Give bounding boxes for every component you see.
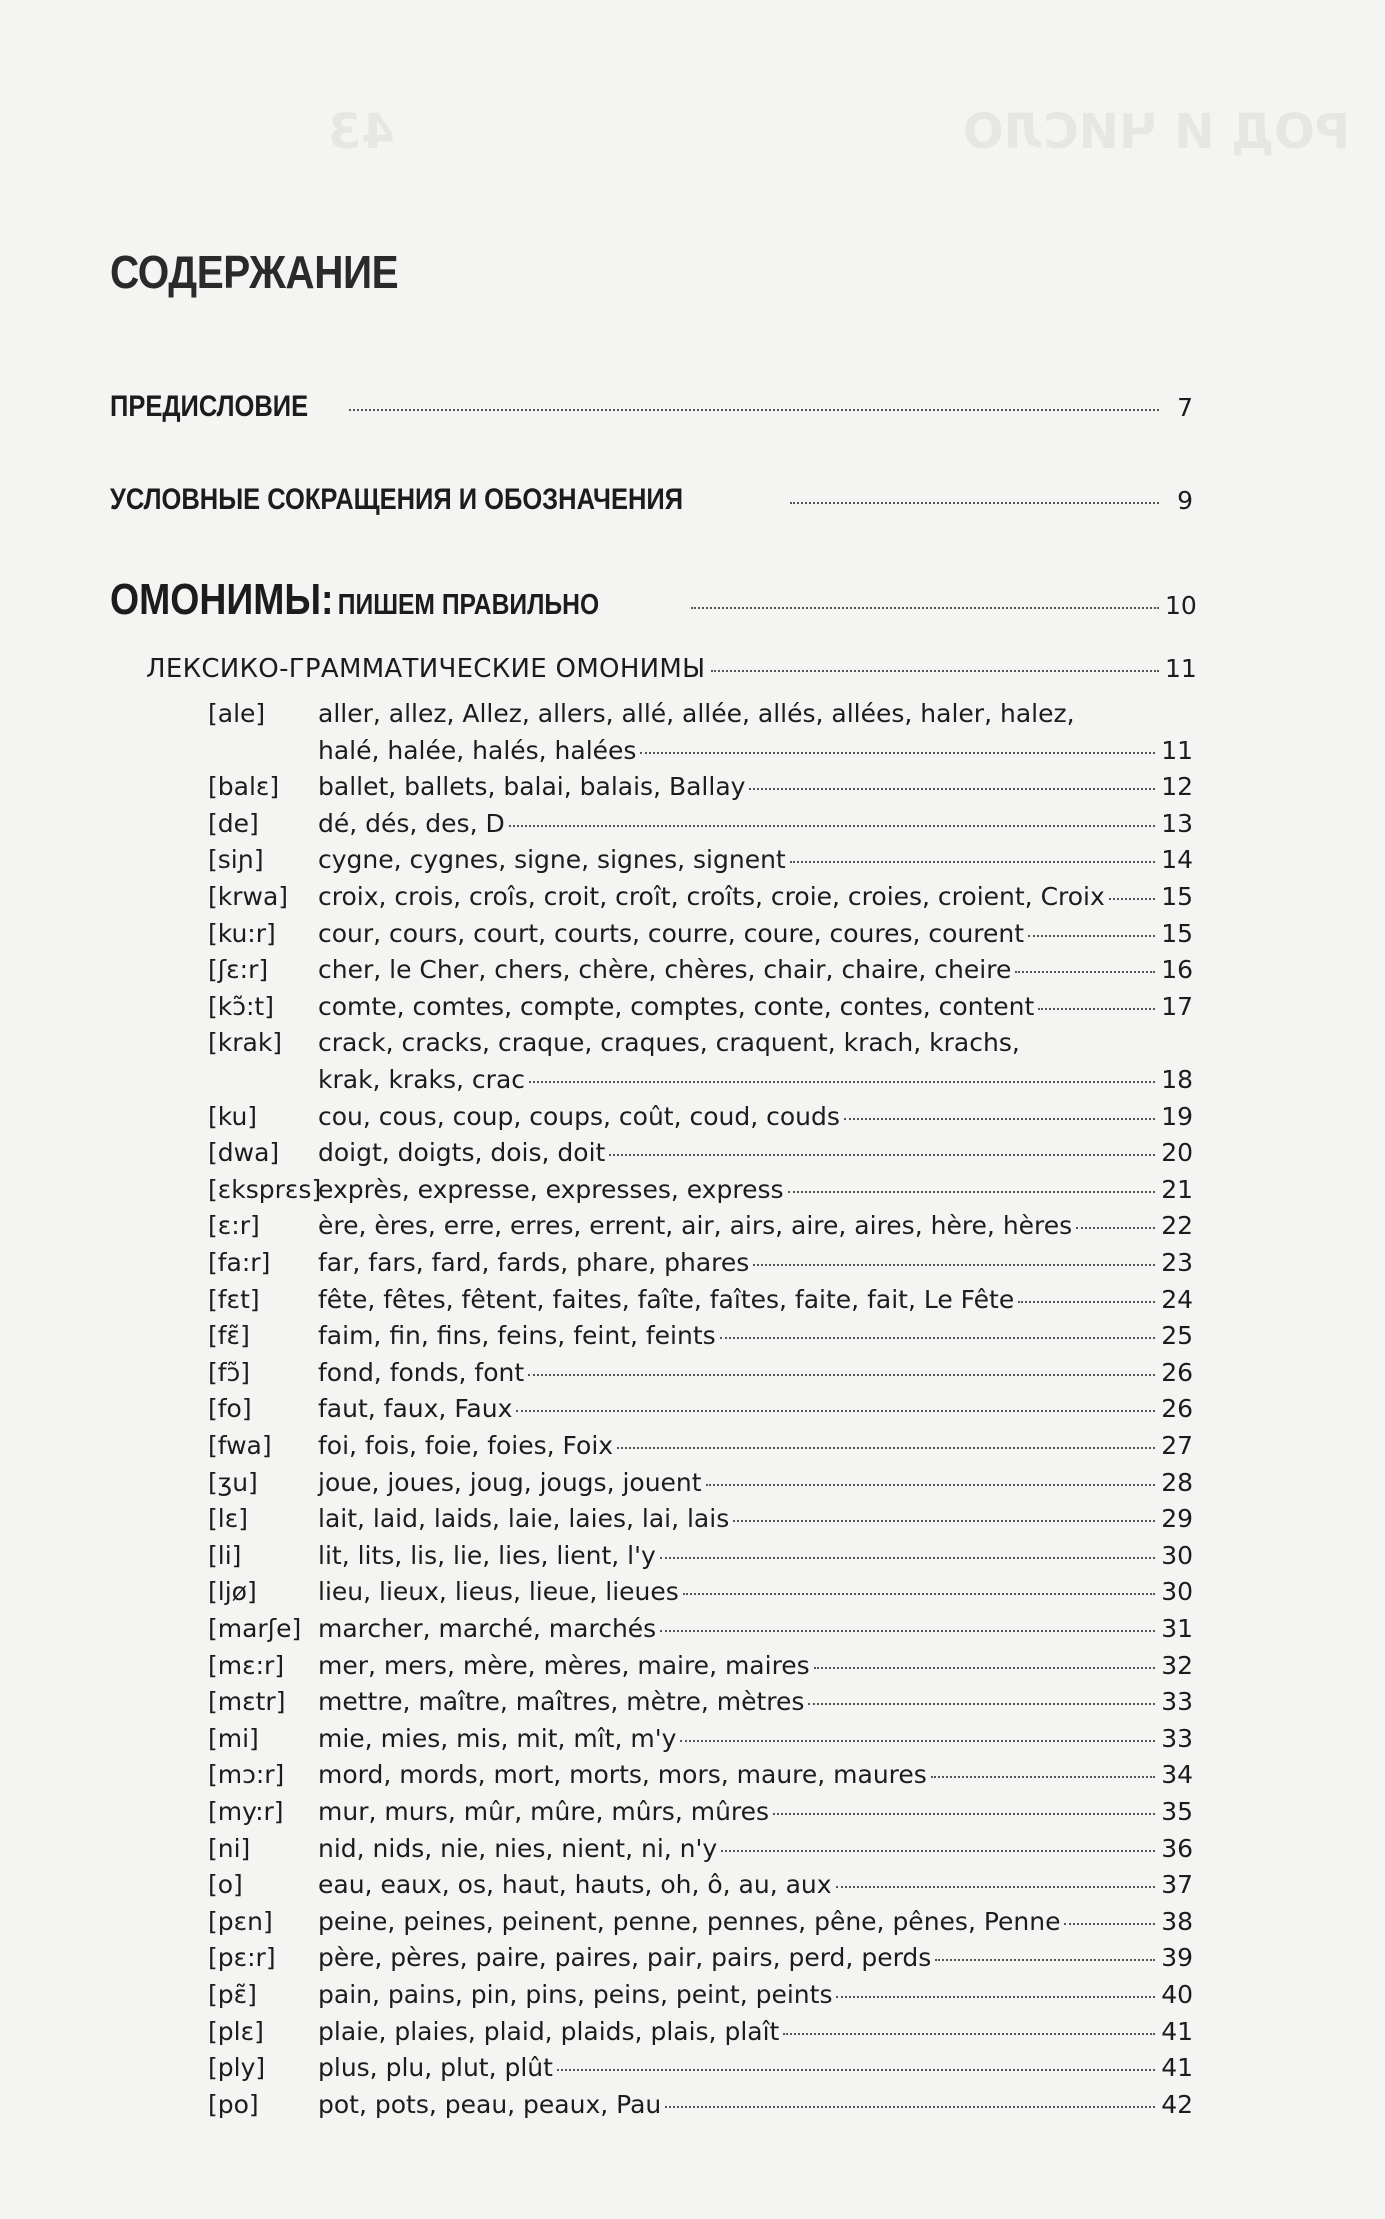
- entry-page-number: 30: [1161, 1577, 1193, 1607]
- dot-leader: [733, 1520, 1155, 1522]
- toc-entry[interactable]: [208, 1431, 1193, 1468]
- toc-entry[interactable]: [208, 1175, 1193, 1212]
- entry-page-number: 41: [1161, 2053, 1193, 2083]
- dot-leader: [814, 1667, 1155, 1669]
- entry-line: [318, 1760, 1193, 1797]
- entry-word-list: cour, cours, court, courts, courre, coure, coures, courent: [318, 918, 1025, 948]
- entry-word-list: fond, fonds, font: [318, 1357, 525, 1387]
- dot-leader: [935, 1959, 1155, 1961]
- entry-line: [318, 919, 1193, 956]
- dot-leader: [1076, 1227, 1155, 1229]
- entry-line: [318, 736, 1193, 773]
- toc-row-section-lexico-grammatical[interactable]: [146, 654, 1197, 684]
- entry-transcription: [balɛ]: [208, 772, 280, 802]
- entry-word-list: doigt, doigts, dois, doit: [318, 1138, 606, 1168]
- toc-entry[interactable]: [208, 1102, 1193, 1139]
- entry-words: [318, 1211, 1193, 1248]
- entry-word-list: faut, faux, Faux: [318, 1394, 513, 1424]
- toc-entry[interactable]: [208, 2017, 1193, 2054]
- dot-leader: [1018, 1301, 1155, 1303]
- dot-leader: [720, 1337, 1155, 1339]
- page-title: СОДЕРЖАНИЕ: [110, 246, 399, 298]
- toc-entry[interactable]: [208, 2090, 1193, 2127]
- entry-words: [318, 1687, 1193, 1724]
- entry-words: [318, 1797, 1193, 1834]
- entry-transcription: [mɔ:r]: [208, 1760, 285, 1790]
- dot-leader: [640, 752, 1155, 754]
- entry-page-number: 17: [1161, 991, 1193, 1021]
- entry-words: [318, 1980, 1193, 2017]
- entry-transcription: [dwa]: [208, 1138, 280, 1168]
- entry-page-number: 32: [1161, 1650, 1193, 1680]
- entry-word-list: comte, comtes, compte, comptes, conte, contes, content: [318, 991, 1035, 1021]
- entry-words: [318, 1724, 1193, 1761]
- entry-page-number: 16: [1161, 955, 1193, 985]
- entry-page-number: 18: [1161, 1064, 1193, 1094]
- entry-words: [318, 1504, 1193, 1541]
- entry-transcription: [fɛt]: [208, 1284, 260, 1314]
- dot-leader: [509, 825, 1155, 827]
- dot-leader: [783, 2033, 1155, 2035]
- entry-transcription: [ku]: [208, 1101, 258, 1131]
- toc-entry[interactable]: [208, 1651, 1193, 1688]
- entry-page-number: 13: [1161, 808, 1193, 838]
- entry-transcription: [fwa]: [208, 1431, 272, 1460]
- toc-entry[interactable]: [208, 919, 1193, 956]
- dot-leader: [706, 1484, 1155, 1486]
- entry-word-list: cou, cous, coup, coups, coût, coud, couds: [318, 1101, 840, 1131]
- entry-line: [318, 992, 1193, 1029]
- entry-word-list: ère, ères, erre, erres, errent, air, airs, aire, aires, hère, hères: [318, 1211, 1073, 1241]
- toc-entry[interactable]: [208, 1943, 1193, 1980]
- entry-line: [318, 882, 1193, 919]
- dot-leader: [1038, 1008, 1155, 1010]
- entry-line: [318, 2090, 1193, 2127]
- entry-words: [318, 992, 1193, 1029]
- entry-line: [318, 1541, 1193, 1578]
- entry-words: [318, 1321, 1193, 1358]
- entry-transcription: [ɛ:r]: [208, 1211, 260, 1241]
- entry-page-number: 39: [1161, 1943, 1193, 1973]
- entry-transcription: [mɛ:r]: [208, 1650, 285, 1680]
- entry-word-list: krak, kraks, crac: [318, 1064, 526, 1094]
- entry-word-list: croix, crois, croîs, croit, croît, croîts, croie, croies, croient, Croix: [318, 882, 1105, 911]
- entry-transcription: [mɛtr]: [208, 1687, 286, 1717]
- part-title-small: ПИШЕМ ПРАВИЛЬНО: [337, 589, 600, 621]
- toc-entry[interactable]: [208, 845, 1193, 882]
- toc-entry[interactable]: [208, 1285, 1193, 1322]
- entry-page-number: 11: [1161, 735, 1193, 765]
- entry-transcription: [fa:r]: [208, 1248, 271, 1277]
- entry-line: [318, 772, 1193, 809]
- entry-line: [318, 1394, 1193, 1431]
- dot-leader: [617, 1447, 1155, 1449]
- dot-leader: [753, 1264, 1155, 1266]
- toc-entry[interactable]: [208, 699, 1193, 772]
- entry-line: [318, 1797, 1193, 1834]
- entry-word-list: crack, cracks, craque, craques, craquent, krach, krachs,: [318, 1028, 1020, 1058]
- toc-entry[interactable]: [208, 1577, 1193, 1614]
- entry-transcription: [ɛksprɛs]: [208, 1174, 322, 1204]
- dot-leader: [660, 1557, 1155, 1559]
- entry-word-list: lieu, lieux, lieus, lieue, lieues: [318, 1577, 679, 1607]
- entry-word-list: joue, joues, joug, jougs, jouent: [318, 1467, 702, 1497]
- entry-line: [318, 845, 1193, 882]
- entry-line: [318, 1870, 1193, 1907]
- entry-word-list: peine, peines, peinent, penne, pennes, pêne, pênes, Penne: [318, 1906, 1061, 1936]
- entry-words: [318, 1834, 1193, 1871]
- entry-word-list: aller, allez, Allez, allers, allé, allée, allés, allées, haler, halez,: [318, 699, 1075, 728]
- entry-page-number: 19: [1161, 1101, 1193, 1131]
- entry-transcription: [fɔ̃]: [208, 1357, 251, 1387]
- dot-leader: [516, 1410, 1155, 1412]
- dot-leader: [721, 1850, 1155, 1852]
- entry-words: [318, 1651, 1193, 1688]
- entry-line: [318, 1431, 1193, 1468]
- entry-transcription: [ni]: [208, 1833, 251, 1863]
- entry-page-number: 38: [1161, 1906, 1193, 1936]
- entry-page-number: 26: [1161, 1394, 1193, 1424]
- dot-leader: [691, 607, 1159, 609]
- entry-transcription: [pɛ̃]: [208, 1980, 257, 2009]
- entry-line: [318, 1577, 1193, 1614]
- entry-word-list: pain, pains, pin, pins, peins, peint, peints: [318, 1980, 833, 2009]
- entry-transcription: [ale]: [208, 699, 266, 728]
- toc-page-number: 11: [1165, 654, 1197, 683]
- dot-leader: [349, 409, 1159, 411]
- entry-page-number: 42: [1161, 2089, 1193, 2119]
- entry-line: [318, 699, 1193, 736]
- entry-word-list: cygne, cygnes, signe, signes, signent: [318, 845, 786, 875]
- entry-transcription: [fɛ̃]: [208, 1321, 250, 1351]
- entry-words: [318, 1102, 1193, 1139]
- toc-page-number: 10: [1165, 591, 1197, 620]
- entry-words: [318, 2053, 1193, 2090]
- dot-leader: [1064, 1923, 1155, 1925]
- entry-words: [318, 1138, 1193, 1175]
- entry-words: [318, 1907, 1193, 1944]
- entry-word-list: nid, nids, nie, nies, nient, ni, n'y: [318, 1833, 718, 1863]
- toc-entry[interactable]: [208, 1760, 1193, 1797]
- entry-line: [318, 1504, 1193, 1541]
- entry-page-number: 25: [1161, 1321, 1193, 1351]
- entry-page-number: 33: [1161, 1723, 1193, 1753]
- entry-words: [318, 1541, 1193, 1578]
- entry-words: [318, 882, 1193, 919]
- entry-line: [318, 1175, 1193, 1212]
- entry-word-list: cher, le Cher, chers, chère, chères, chair, chaire, cheire: [318, 955, 1012, 985]
- toc-entry[interactable]: [208, 1321, 1193, 1358]
- entry-page-number: 35: [1161, 1797, 1193, 1826]
- dot-leader: [844, 1118, 1155, 1120]
- toc-entry[interactable]: [208, 1724, 1193, 1761]
- toc-entry[interactable]: [208, 1028, 1193, 1101]
- entry-line: [318, 1907, 1193, 1944]
- entry-page-number: 34: [1161, 1760, 1193, 1790]
- entry-page-number: 29: [1161, 1504, 1193, 1534]
- toc-entry[interactable]: [208, 1211, 1193, 1248]
- entry-words: [318, 1468, 1193, 1505]
- dot-leader: [683, 1593, 1155, 1595]
- toc-entry[interactable]: [208, 955, 1193, 992]
- toc-entry[interactable]: [208, 882, 1193, 919]
- dot-leader: [773, 1813, 1155, 1815]
- toc-entry[interactable]: [208, 1248, 1193, 1285]
- entry-line: [318, 1102, 1193, 1139]
- entry-transcription: [fo]: [208, 1394, 252, 1424]
- entry-words: [318, 955, 1193, 992]
- toc-entry[interactable]: [208, 1870, 1193, 1907]
- entry-transcription: [po]: [208, 2089, 259, 2119]
- entry-page-number: 20: [1161, 1138, 1193, 1168]
- entry-line: [318, 1138, 1193, 1175]
- entry-words: [318, 1175, 1193, 1212]
- entry-transcription: [krak]: [208, 1028, 283, 1058]
- entry-page-number: 24: [1161, 1284, 1193, 1314]
- entry-page-number: 40: [1161, 1980, 1193, 2009]
- entry-word-list: plaie, plaies, plaid, plaids, plais, plaît: [318, 2016, 780, 2046]
- toc-entry[interactable]: [208, 1504, 1193, 1541]
- dot-leader: [665, 2106, 1155, 2108]
- dot-leader: [529, 1081, 1155, 1083]
- entry-line: [318, 1614, 1193, 1651]
- entry-line: [318, 1028, 1193, 1065]
- entry-transcription: [my:r]: [208, 1797, 284, 1826]
- entry-word-list: fête, fêtes, fêtent, faites, faîte, faîtes, faite, fait, Le Fête: [318, 1284, 1015, 1314]
- dot-leader: [1028, 935, 1155, 937]
- entry-line: [318, 1724, 1193, 1761]
- entry-line: [318, 2017, 1193, 2054]
- entry-word-list: mord, mords, mort, morts, mors, maure, maures: [318, 1760, 927, 1790]
- entry-page-number: 21: [1161, 1174, 1193, 1204]
- entry-word-list: exprès, expresse, expresses, express: [318, 1174, 784, 1204]
- entry-page-number: 27: [1161, 1431, 1193, 1460]
- entry-line: [318, 2053, 1193, 2090]
- entry-words: [318, 1028, 1193, 1101]
- entry-words: [318, 1870, 1193, 1907]
- entry-transcription: [o]: [208, 1870, 243, 1900]
- entry-word-list: eau, eaux, os, haut, hauts, oh, ô, au, aux: [318, 1870, 832, 1900]
- entry-words: [318, 845, 1193, 882]
- entry-page-number: 41: [1161, 2016, 1193, 2046]
- toc-label: ЛЕКСИКО-ГРАММАТИЧЕСКИЕ ОМОНИМЫ: [146, 654, 706, 684]
- entry-words: [318, 2090, 1193, 2127]
- entry-transcription: [ljø]: [208, 1577, 257, 1607]
- entry-word-list: père, pères, paire, paires, pair, pairs, perd, perds: [318, 1943, 932, 1973]
- entry-word-list: mer, mers, mère, mères, maire, maires: [318, 1650, 810, 1680]
- dot-leader: [808, 1703, 1155, 1705]
- entry-transcription: [pɛ:r]: [208, 1943, 276, 1973]
- entry-line: [318, 1065, 1193, 1102]
- entry-page-number: 22: [1161, 1211, 1193, 1241]
- part-title-big: ОМОНИМЫ:: [110, 575, 334, 624]
- entry-transcription: [mi]: [208, 1723, 259, 1753]
- dot-leader: [790, 861, 1155, 863]
- entry-words: [318, 1760, 1193, 1797]
- toc-entry[interactable]: [208, 1687, 1193, 1724]
- toc-page-number: 7: [1177, 393, 1193, 422]
- dot-leader: [749, 788, 1155, 790]
- entry-page-number: 31: [1161, 1614, 1193, 1643]
- entry-word-list: ballet, ballets, balai, balais, Ballay: [318, 772, 746, 802]
- entry-words: [318, 772, 1193, 809]
- toc-label: ПРЕДИСЛОВИЕ: [110, 390, 309, 423]
- toc-label: УСЛОВНЫЕ СОКРАЩЕНИЯ И ОБОЗНАЧЕНИЯ: [110, 483, 684, 516]
- entry-words: [318, 919, 1193, 956]
- entry-page-number: 14: [1161, 845, 1193, 875]
- toc-entry[interactable]: [208, 1138, 1193, 1175]
- toc-entry[interactable]: [208, 1541, 1193, 1578]
- entry-word-list: pot, pots, peau, peaux, Pau: [318, 2089, 662, 2119]
- entry-word-list: plus, plu, plut, plût: [318, 2053, 553, 2083]
- entry-word-list: lit, lits, lis, lie, lies, lient, l'y: [318, 1540, 656, 1570]
- entry-words: [318, 2017, 1193, 2054]
- dot-leader: [931, 1776, 1155, 1778]
- entry-page-number: 33: [1161, 1687, 1193, 1717]
- toc-entry[interactable]: [208, 2053, 1193, 2090]
- entry-transcription: [ʃɛ:r]: [208, 955, 269, 985]
- entry-words: [318, 1577, 1193, 1614]
- toc-entry[interactable]: [208, 1834, 1193, 1871]
- entry-word-list: mettre, maître, maîtres, mètre, mètres: [318, 1687, 805, 1717]
- toc-label: [110, 575, 599, 625]
- entry-page-number: 26: [1161, 1357, 1193, 1387]
- entry-words: [318, 1394, 1193, 1431]
- entry-line: [318, 1358, 1193, 1395]
- toc-entry[interactable]: [208, 1394, 1193, 1431]
- entry-transcription: [plɛ]: [208, 2016, 264, 2046]
- entry-transcription: [ply]: [208, 2053, 266, 2083]
- toc-row-preface[interactable]: [110, 390, 1193, 424]
- entry-line: [318, 1651, 1193, 1688]
- entry-words: [318, 699, 1193, 772]
- reverse-page-show-through: РОД И ЧИСЛО 43: [327, 104, 1350, 160]
- entry-page-number: 15: [1161, 918, 1193, 948]
- dot-leader: [711, 670, 1159, 672]
- entry-line: [318, 955, 1193, 992]
- toc-page-number: 9: [1177, 486, 1193, 515]
- entry-transcription: [lɛ]: [208, 1504, 248, 1534]
- entry-word-list: dé, dés, des, D: [318, 808, 505, 838]
- toc-entry[interactable]: [208, 809, 1193, 846]
- dot-leader: [609, 1154, 1155, 1156]
- toc-entry[interactable]: [208, 1614, 1193, 1651]
- entry-transcription: [marʃe]: [208, 1614, 302, 1643]
- dot-leader: [836, 1886, 1155, 1888]
- entry-transcription: [pɛn]: [208, 1906, 273, 1936]
- entry-words: [318, 1614, 1193, 1651]
- dot-leader: [680, 1740, 1155, 1742]
- dot-leader: [790, 502, 1159, 504]
- entry-word-list: marcher, marché, marchés: [318, 1614, 657, 1643]
- toc-entry[interactable]: [208, 1468, 1193, 1505]
- entry-word-list: mur, murs, mûr, mûre, mûrs, mûres: [318, 1797, 770, 1826]
- entry-transcription: [krwa]: [208, 882, 289, 911]
- entry-word-list: far, fars, fard, fards, phare, phares: [318, 1248, 750, 1277]
- entry-line: [318, 809, 1193, 846]
- entry-line: [318, 1687, 1193, 1724]
- entry-line: [318, 1834, 1193, 1871]
- entry-words: [318, 1943, 1193, 1980]
- entry-line: [318, 1211, 1193, 1248]
- toc-row-abbreviations[interactable]: [110, 483, 1193, 517]
- entry-page-number: 30: [1161, 1540, 1193, 1570]
- entry-page-number: 12: [1161, 772, 1193, 802]
- entry-words: [318, 1431, 1193, 1468]
- dot-leader: [528, 1374, 1155, 1376]
- entry-transcription: [kɔ̃:t]: [208, 991, 274, 1021]
- entry-transcription: [ʒu]: [208, 1467, 258, 1497]
- entry-words: [318, 1285, 1193, 1322]
- entry-transcription: [ku:r]: [208, 918, 276, 948]
- entry-transcription: [li]: [208, 1540, 242, 1570]
- entry-word-list: lait, laid, laids, laie, laies, lai, lais: [318, 1504, 730, 1534]
- entry-transcription: [de]: [208, 808, 259, 838]
- entry-word-list: mie, mies, mis, mit, mît, m'y: [318, 1723, 677, 1753]
- toc-entry[interactable]: [208, 1980, 1193, 2017]
- entry-words: [318, 1358, 1193, 1395]
- entry-transcription: [siɲ]: [208, 845, 264, 875]
- entry-line: [318, 1468, 1193, 1505]
- entry-line: [318, 1321, 1193, 1358]
- toc-entry[interactable]: [208, 1358, 1193, 1395]
- entry-words: [318, 809, 1193, 846]
- entry-word-list: faim, fin, fins, feins, feint, feints: [318, 1321, 716, 1351]
- dot-leader: [557, 2069, 1155, 2071]
- dot-leader: [1015, 971, 1155, 973]
- entry-page-number: 36: [1161, 1833, 1193, 1863]
- entry-line: [318, 1980, 1193, 2017]
- toc-entry[interactable]: [208, 772, 1193, 809]
- toc-entry[interactable]: [208, 992, 1193, 1029]
- entry-words: [318, 1248, 1193, 1285]
- entry-page-number: 23: [1161, 1248, 1193, 1277]
- toc-entry[interactable]: [208, 1797, 1193, 1834]
- dot-leader: [660, 1630, 1155, 1632]
- entry-word-list: halé, halée, halés, halées: [318, 735, 637, 765]
- entry-line: [318, 1285, 1193, 1322]
- entry-page-number: 37: [1161, 1870, 1193, 1900]
- entry-line: [318, 1943, 1193, 1980]
- toc-row-part-homonyms[interactable]: [110, 575, 1197, 625]
- entry-word-list: foi, fois, foie, foies, Foix: [318, 1431, 614, 1460]
- entry-page-number: 15: [1161, 882, 1193, 911]
- entry-line: [318, 1248, 1193, 1285]
- toc-entry[interactable]: [208, 1907, 1193, 1944]
- dot-leader: [1109, 898, 1155, 900]
- entry-page-number: 28: [1161, 1467, 1193, 1497]
- dot-leader: [788, 1191, 1155, 1193]
- dot-leader: [836, 1996, 1155, 1998]
